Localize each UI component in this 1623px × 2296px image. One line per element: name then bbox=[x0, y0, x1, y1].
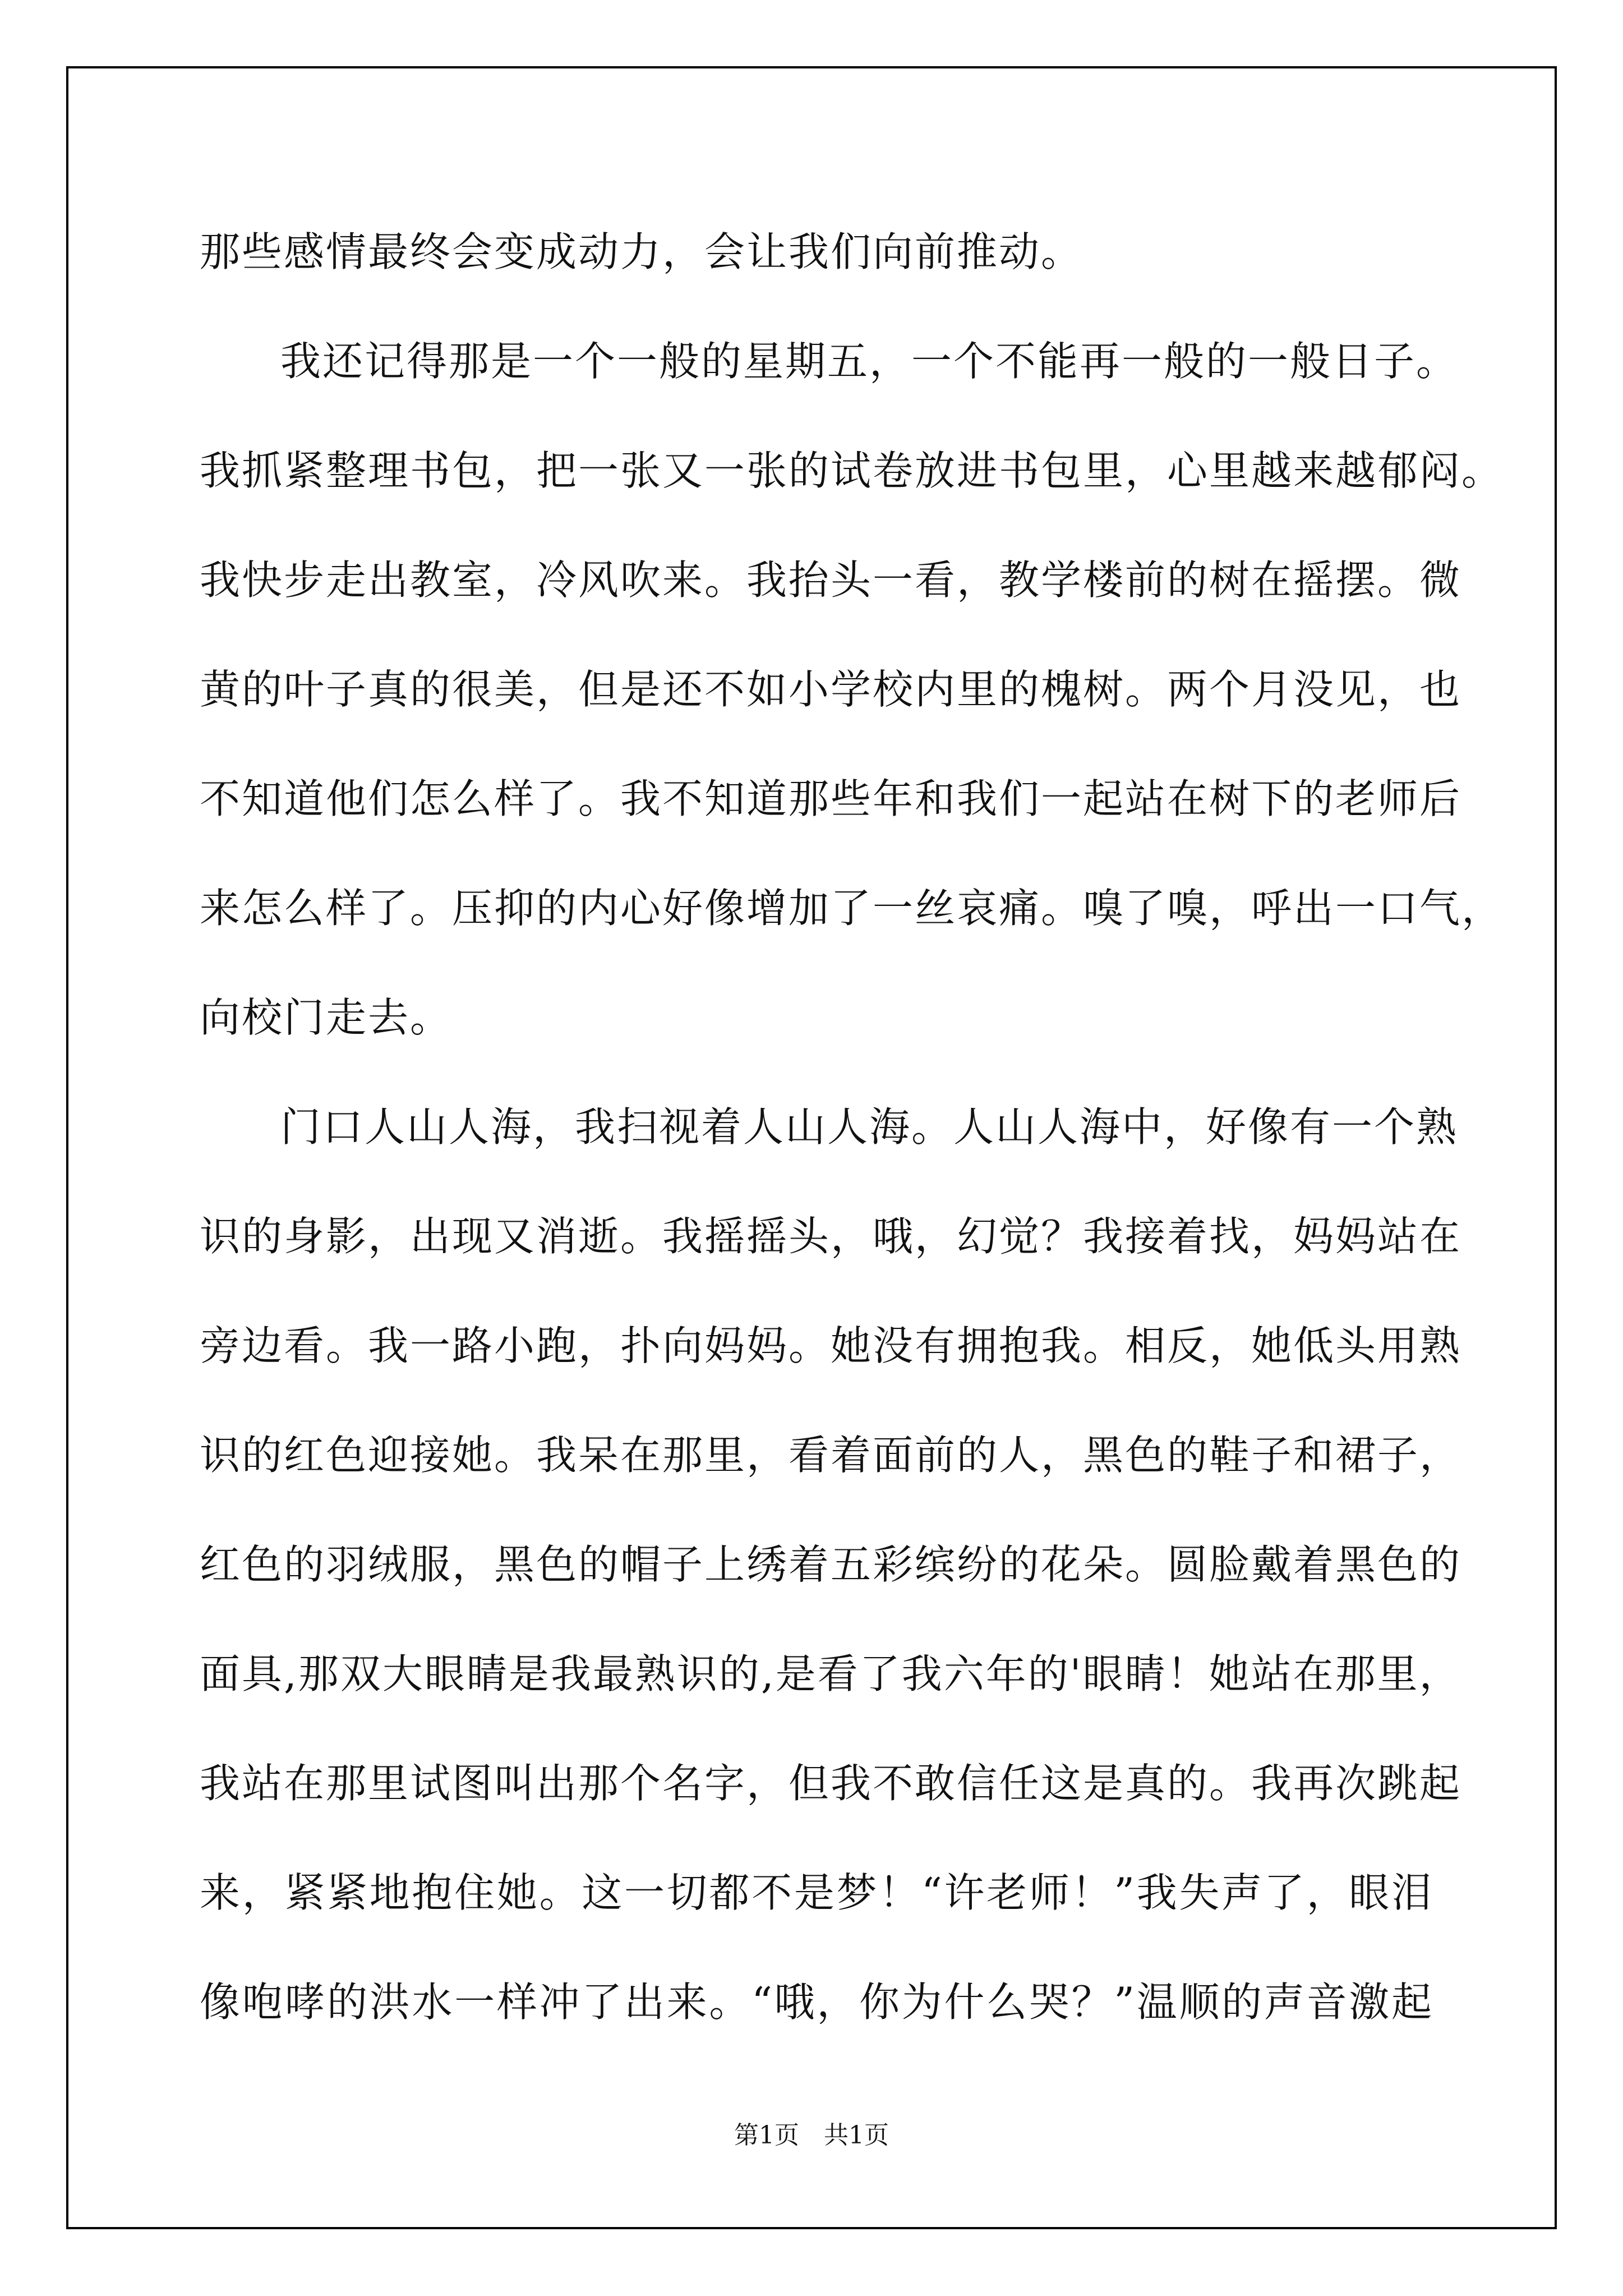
text-line: 我站在那里试图叫出那个名字，但我不敢信任这是真的。我再次跳起 bbox=[200, 1760, 1462, 1807]
text-line: 我还记得那是一个一般的星期五，一个不能再一般的一般日子。 bbox=[280, 338, 1459, 385]
text-line: 像咆哮的洪水一样冲了出来。“哦，你为什么哭？”温顺的声音激起 bbox=[200, 1978, 1433, 2026]
text-line: 旁边看。我一路小跑，扑向妈妈。她没有拥抱我。相反，她低头用熟 bbox=[200, 1322, 1462, 1369]
text-line: 我快步走出教室，冷风吹来。我抬头一看，教学楼前的树在摇摆。微 bbox=[200, 556, 1462, 604]
text-line: 那些感情最终会变成动力，会让我们向前推动。 bbox=[200, 228, 1083, 275]
text-line: 我抓紧整理书包，把一张又一张的试卷放进书包里，心里越来越郁闷。 bbox=[200, 447, 1504, 494]
text-line: 黄的叶子真的很美，但是还不如小学校内里的槐树。两个月没见，也 bbox=[200, 666, 1462, 713]
text-line: 识的身影，出现又消逝。我摇摇头，哦，幻觉？我接着找，妈妈站在 bbox=[200, 1213, 1462, 1260]
text-line: 向校门走去。 bbox=[200, 994, 453, 1041]
text-line: 来，紧紧地抱住她。这一切都不是梦！“许老师！”我失声了，眼泪 bbox=[200, 1869, 1433, 1916]
text-line: 识的红色迎接她。我呆在那里，看着面前的人，黑色的鞋子和裙子， bbox=[200, 1432, 1462, 1479]
page-footer: 第1页 共1页 bbox=[734, 2121, 889, 2150]
text-line: 来怎么样了。压抑的内心好像增加了一丝哀痛。嗅了嗅，呼出一口气， bbox=[200, 885, 1504, 932]
text-line: 面具,那双大眼睛是我最熟识的,是看了我六年的'眼睛！她站在那里， bbox=[200, 1650, 1461, 1697]
text-line: 门口人山人海，我扫视着人山人海。人山人海中，好像有一个熟 bbox=[280, 1103, 1459, 1151]
text-line: 不知道他们怎么样了。我不知道那些年和我们一起站在树下的老师后 bbox=[200, 775, 1462, 822]
text-line: 红色的羽绒服，黑色的帽子上绣着五彩缤纷的花朵。圆脸戴着黑色的 bbox=[200, 1541, 1462, 1588]
document-body bbox=[200, 197, 1504, 2057]
